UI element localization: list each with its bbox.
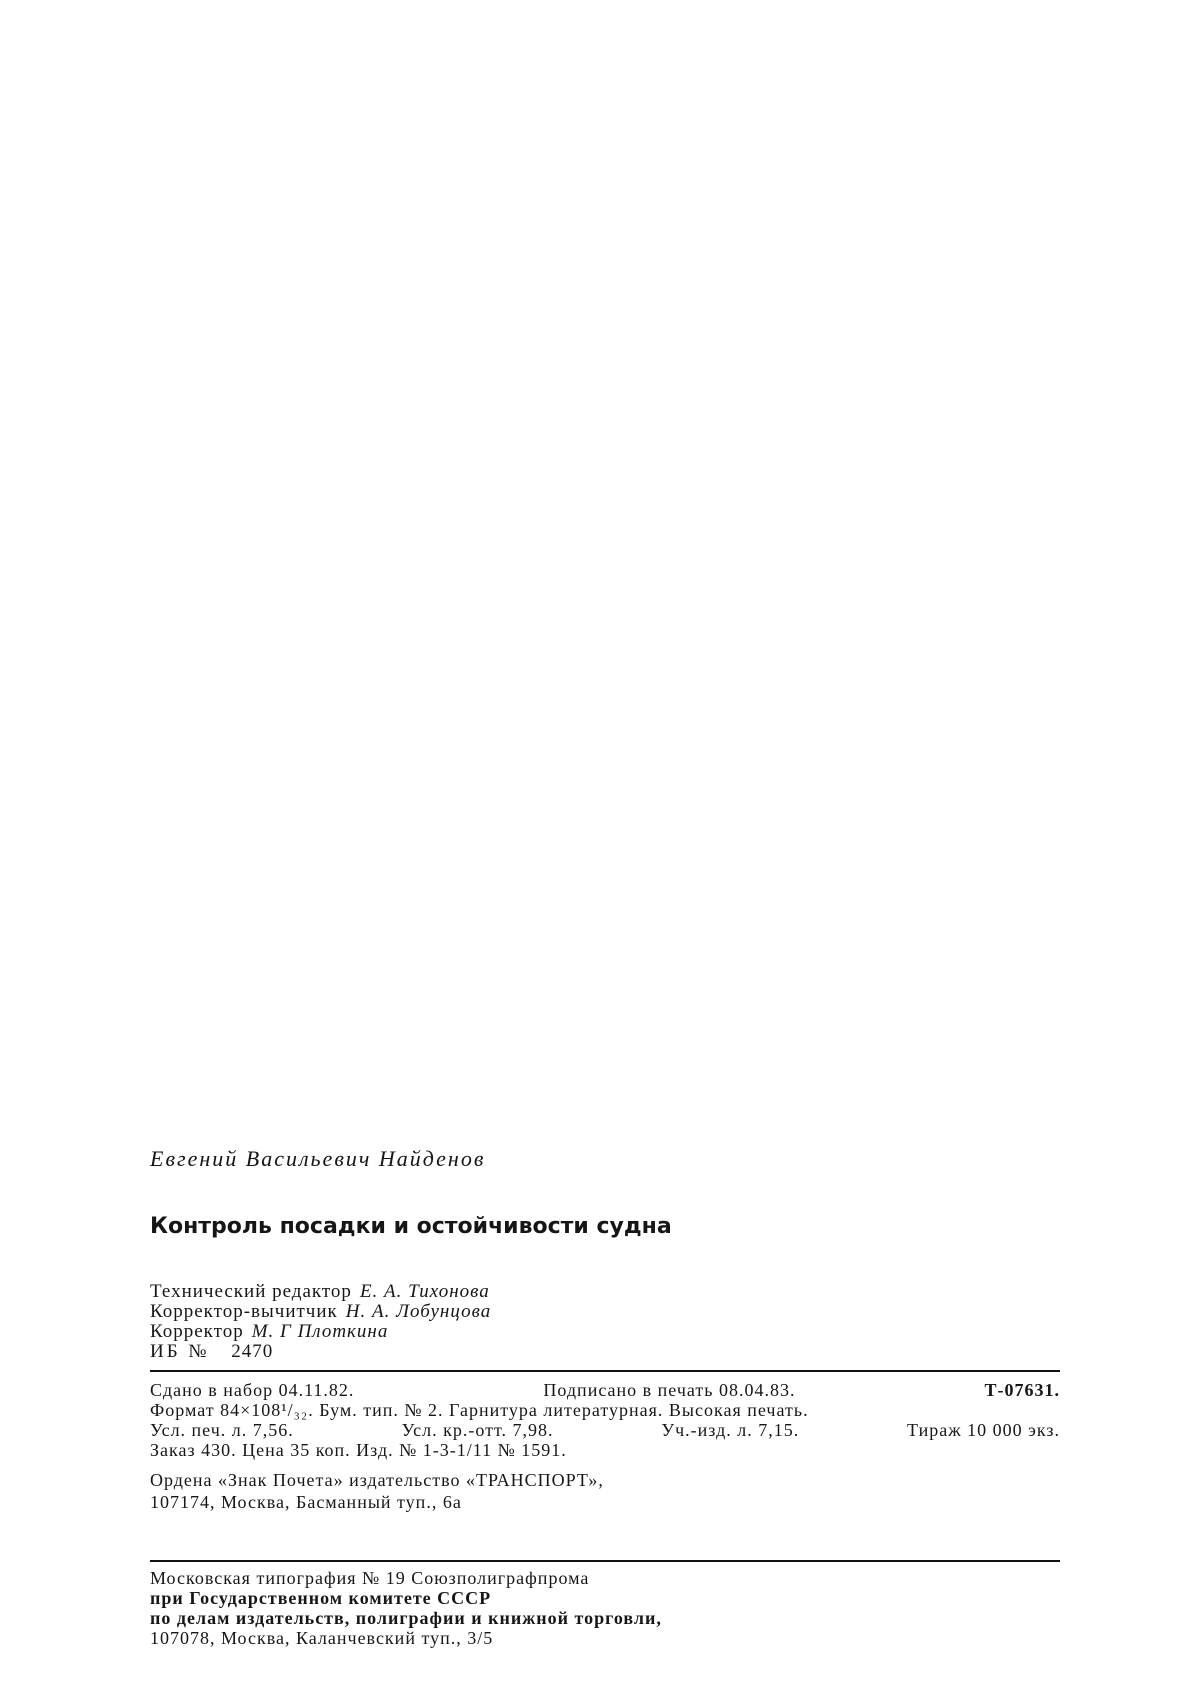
author-name: Евгений Васильевич Найденов: [150, 1146, 486, 1171]
color-proofs: Усл. кр.-отт. 7,98.: [401, 1420, 554, 1440]
ib-label: ИБ №: [150, 1341, 218, 1362]
order-price: Заказ 430. Цена 35 коп. Изд. № 1-3-1/11 № 1591.: [150, 1440, 567, 1460]
ib-number-line: [150, 1342, 850, 1362]
printer-line: 107078, Москва, Каланчевский туп., 3/5: [150, 1628, 494, 1648]
format-details: Формат 84×108¹/₃₂. Бум. тип. № 2. Гарнитура литературная. Высокая печать.: [150, 1400, 809, 1420]
publisher-name: Ордена «Знак Почета» издательство «ТРАНСПОРТ»,: [150, 1470, 604, 1490]
printing-house: [150, 1568, 1060, 1648]
publisher-address-text: 107174, Москва, Басманный туп., 6а: [150, 1492, 462, 1512]
printed-sheets: Усл. печ. л. 7,56.: [150, 1420, 294, 1440]
credit-proofreader-reader: [150, 1302, 850, 1322]
book-title: Контроль посадки и остойчивости судна: [150, 1214, 672, 1239]
pubdata-order-row: [150, 1440, 1060, 1460]
bottom-divider: [150, 1560, 1060, 1562]
printer-line: по делам издательств, полиграфии и книжной торговли,: [150, 1608, 662, 1628]
print-signed-date: Подписано в печать 08.04.83.: [543, 1380, 796, 1400]
publisher-address: [150, 1492, 1060, 1512]
typeset-date: Сдано в набор 04.11.82.: [150, 1380, 355, 1400]
credit-name: М. Г Плоткина: [251, 1321, 389, 1342]
credit-role: Корректор: [150, 1321, 244, 1342]
printer-line: при Государственном комитете СССР: [150, 1588, 492, 1608]
top-divider: [150, 1370, 1060, 1372]
censor-code: Т-07631.: [984, 1380, 1060, 1400]
editorial-credits: [150, 1282, 850, 1362]
credit-name: Н. А. Лобунцова: [345, 1301, 492, 1322]
publishing-sheets: Уч.-изд. л. 7,15.: [661, 1420, 800, 1440]
credit-proofreader: [150, 1322, 850, 1342]
credit-technical-editor: [150, 1282, 850, 1302]
ib-number: 2470: [231, 1341, 274, 1362]
pubdata-dates-row: [150, 1380, 1060, 1400]
pubdata-sheets-row: [150, 1420, 1060, 1440]
credit-name: Е. А. Тихонова: [359, 1281, 490, 1302]
credit-role: Технический редактор: [150, 1281, 352, 1302]
printer-line: Московская типография № 19 Союзполиграфпрома: [150, 1568, 590, 1588]
credit-role: Корректор-вычитчик: [150, 1301, 338, 1322]
publication-data: [150, 1380, 1060, 1512]
print-run: Тираж 10 000 экз.: [907, 1420, 1060, 1440]
pubdata-format-row: [150, 1400, 1060, 1420]
